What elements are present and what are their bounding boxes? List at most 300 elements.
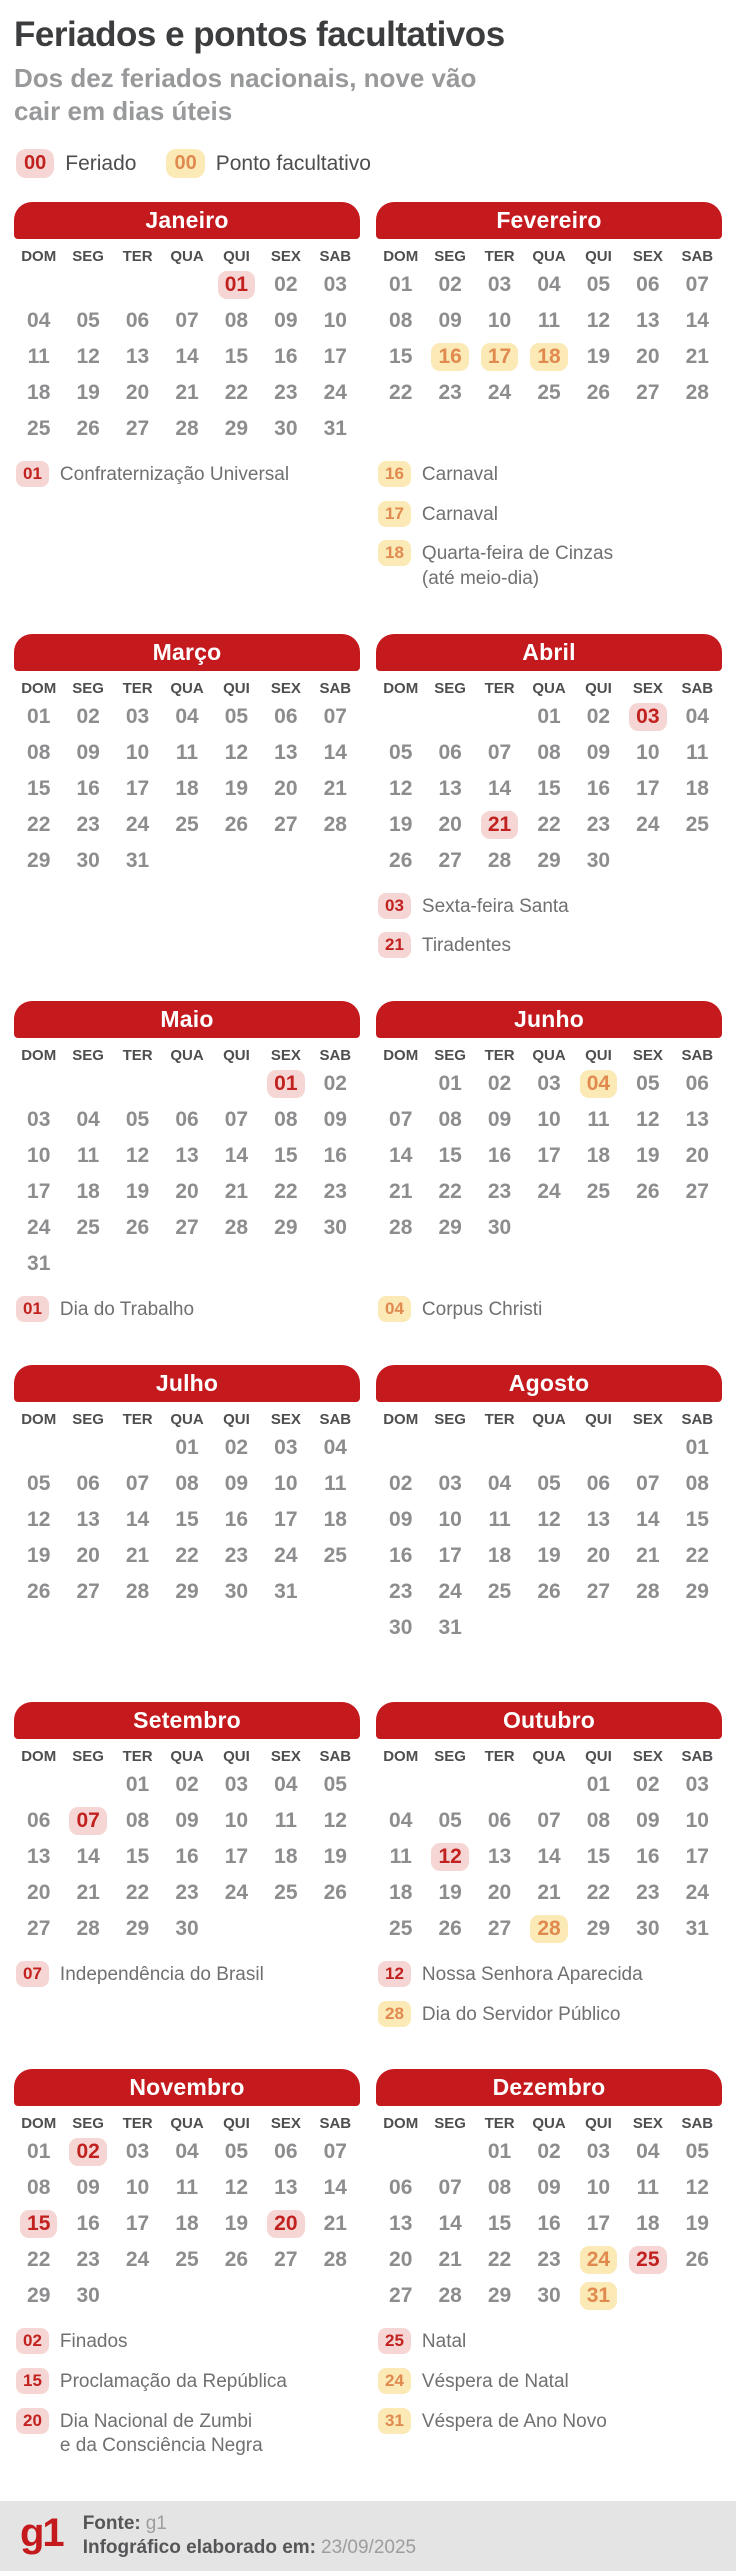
calendar-day: 25	[685, 812, 709, 836]
weekday-label: TER	[122, 1047, 153, 1065]
calendar-day: 02	[389, 1471, 413, 1495]
calendar-day: 12	[224, 2176, 249, 2200]
weekday-label: SAB	[681, 2115, 714, 2133]
holiday-day-badge: 01	[16, 1296, 49, 1322]
month-outubro	[376, 1702, 722, 2027]
calendar-day: 06	[274, 704, 298, 728]
calendar-day: 12	[76, 345, 100, 368]
calendar-day: 20	[586, 1543, 611, 1567]
calendar-day: 02	[537, 2140, 561, 2164]
calendar-day: 28	[323, 2248, 347, 2272]
calendar-day: 29	[685, 1579, 709, 1603]
calendar-day: 14	[76, 1844, 100, 1868]
calendar-row	[14, 1702, 722, 2027]
holiday-note-label: Proclamação da República	[59, 2370, 287, 2392]
days-grid	[14, 1430, 360, 1646]
calendar-day: 07	[323, 704, 347, 728]
month-title: Janeiro	[145, 207, 229, 233]
calendar-day: 13	[438, 776, 462, 800]
footer-credits	[83, 2512, 416, 2561]
calendar-day-optional: 18	[530, 343, 567, 371]
weekday-header-row	[376, 2115, 722, 2132]
holiday-note-label: Dia do Servidor Público	[421, 2003, 621, 2025]
calendar-day: 09	[438, 309, 462, 332]
calendar-day: 15	[389, 345, 413, 368]
month-header-bar	[376, 634, 722, 671]
calendar-day: 26	[323, 1880, 347, 1904]
calendar-day: 08	[125, 1808, 150, 1832]
calendar-day: 26	[76, 417, 100, 440]
optional-badge: 00	[166, 149, 204, 178]
weekday-label: TER	[122, 1410, 153, 1428]
holiday-note-label: Véspera de Natal	[421, 2370, 569, 2392]
calendar-day: 04	[685, 704, 709, 728]
calendar-day: 29	[438, 1216, 462, 1240]
weekday-label: SEG	[72, 248, 104, 265]
calendar-day: 04	[76, 1108, 100, 1132]
calendar-day: 04	[487, 1471, 512, 1495]
calendar-day: 17	[125, 2212, 150, 2236]
month-janeiro	[14, 202, 360, 592]
weekday-label: QUI	[585, 1047, 612, 1065]
calendar-day: 06	[636, 273, 660, 296]
weekday-label: QUI	[223, 1047, 250, 1065]
calendar-day: 24	[27, 1216, 51, 1240]
calendar-day: 10	[636, 740, 660, 764]
calendar-day: 15	[586, 1844, 611, 1868]
calendar-day: 25	[586, 1180, 611, 1204]
weekday-label: SEX	[270, 1410, 301, 1428]
calendar-day: 14	[224, 1144, 249, 1168]
calendar-day: 17	[586, 2212, 611, 2236]
calendar-day: 03	[224, 1772, 249, 1796]
holiday-note	[376, 461, 722, 488]
calendar-day: 06	[487, 1808, 512, 1832]
calendar-day: 05	[389, 740, 413, 764]
calendar-day: 12	[586, 309, 611, 332]
calendar-day: 07	[323, 2140, 347, 2164]
calendar-day: 16	[323, 1144, 347, 1168]
month-notes	[376, 1961, 722, 2027]
calendar-day: 18	[586, 1144, 611, 1168]
calendar-day: 21	[323, 776, 347, 800]
calendar-day: 12	[224, 740, 249, 764]
calendar-day: 09	[389, 1507, 413, 1531]
calendar-day: 05	[323, 1772, 347, 1796]
calendar-day: 27	[274, 812, 298, 836]
calendar-day: 14	[389, 1144, 413, 1168]
calendar-day: 01	[27, 2140, 51, 2164]
month-title: Julho	[155, 1369, 219, 1396]
calendar-day: 13	[76, 1507, 100, 1531]
calendar-day: 30	[323, 1216, 347, 1240]
weekday-label: QUI	[585, 679, 612, 697]
calendar-day: 28	[175, 417, 199, 440]
calendar-day: 25	[27, 417, 51, 440]
calendar-day: 06	[438, 740, 462, 764]
weekday-label: SEX	[632, 1747, 663, 1765]
calendar-day: 18	[487, 1543, 512, 1567]
month-header-bar	[376, 1001, 722, 1038]
weekday-label: TER	[122, 2115, 153, 2133]
calendar-day: 12	[685, 2176, 709, 2200]
calendar-day: 26	[586, 381, 611, 404]
optional-day-badge: 16	[378, 461, 411, 487]
calendar-day: 09	[636, 1808, 660, 1832]
calendar-day: 20	[76, 1543, 100, 1567]
calendar-day: 18	[389, 1880, 413, 1904]
calendar-day: 10	[125, 740, 150, 764]
calendar-day: 07	[487, 740, 512, 764]
calendar-day-holiday: 02	[69, 2138, 106, 2166]
calendar-day: 05	[76, 309, 100, 332]
calendar-day: 09	[76, 2176, 100, 2200]
calendar-day: 01	[487, 2140, 512, 2164]
weekday-label: QUA	[532, 2115, 566, 2133]
calendar-day: 14	[125, 1507, 150, 1531]
calendar-day: 18	[175, 776, 199, 800]
calendar-day: 27	[125, 417, 150, 440]
month-notes	[14, 1296, 360, 1323]
holiday-day-badge: 01	[16, 461, 49, 487]
calendar-day: 04	[537, 273, 561, 296]
calendar-day: 15	[537, 776, 561, 800]
holiday-note-label: Natal	[421, 2331, 467, 2353]
weekday-label: DOM	[383, 1747, 419, 1765]
month-header-bar	[376, 202, 722, 239]
calendar-day: 05	[224, 704, 249, 728]
calendar-day: 11	[175, 2176, 199, 2200]
calendar-day: 10	[274, 1471, 298, 1495]
calendar-day: 02	[636, 1772, 660, 1796]
weekday-label: TER	[484, 248, 515, 265]
days-grid	[14, 267, 360, 447]
calendar-day: 29	[537, 848, 561, 872]
calendar-day: 10	[125, 2176, 150, 2200]
calendar-day: 23	[76, 2248, 100, 2272]
calendar-day: 13	[274, 2176, 298, 2200]
calendar-day: 13	[175, 1144, 199, 1168]
calendar-day: 14	[438, 2212, 462, 2236]
days-grid	[14, 1767, 360, 1947]
month-title: Junho	[514, 1006, 584, 1033]
weekday-header-row	[14, 2115, 360, 2132]
calendar-day: 14	[487, 776, 512, 800]
month-notes	[14, 1961, 360, 1988]
calendar-day: 26	[685, 2248, 709, 2272]
calendar-day-optional: 24	[580, 2246, 617, 2274]
calendar-day: 22	[389, 381, 413, 404]
weekday-label: SAB	[681, 679, 714, 697]
month-header-bar	[376, 1365, 722, 1402]
weekday-label: TER	[122, 679, 153, 697]
calendar-day: 31	[27, 1252, 51, 1276]
holiday-note-label: Dia do Trabalho	[59, 1299, 195, 1321]
holiday-note	[376, 2001, 722, 2028]
calendar-day: 09	[537, 2176, 561, 2200]
calendar-day: 19	[224, 2212, 249, 2236]
calendar-day: 06	[389, 2176, 413, 2200]
calendar-day: 19	[389, 812, 413, 836]
holiday-day-badge: 12	[378, 1961, 411, 1987]
weekday-label: SAB	[681, 1047, 714, 1065]
calendar-day: 10	[487, 309, 512, 332]
calendar-day: 28	[76, 1916, 100, 1940]
weekday-label: SEX	[270, 2115, 301, 2133]
calendar-day: 22	[27, 812, 51, 836]
weekday-label: QUI	[223, 1747, 250, 1765]
calendar-day-holiday: 20	[267, 2210, 304, 2238]
calendar-day: 24	[636, 812, 660, 836]
month-title: Outubro	[502, 1706, 596, 1733]
weekday-label: SEG	[72, 1047, 104, 1065]
calendar-day: 09	[586, 740, 611, 764]
optional-label: Ponto facultativo	[215, 151, 371, 175]
calendar-day: 31	[323, 417, 347, 440]
holiday-note	[376, 1961, 722, 1988]
month-title: Setembro	[133, 1706, 241, 1733]
calendar-day: 05	[438, 1808, 462, 1832]
weekday-label: SEG	[72, 2115, 104, 2133]
calendar-day: 03	[438, 1471, 462, 1495]
calendar-day: 07	[175, 309, 199, 332]
calendar-day: 02	[487, 1072, 512, 1096]
calendar-day-holiday: 15	[20, 2210, 57, 2238]
weekday-label: SEX	[632, 248, 663, 265]
calendar-day: 01	[125, 1772, 150, 1796]
weekday-label: QUA	[170, 2115, 204, 2133]
calendar-day: 13	[389, 2212, 413, 2236]
calendar-day: 16	[76, 2212, 100, 2236]
calendar-day: 27	[438, 848, 462, 872]
month-setembro	[14, 1702, 360, 2027]
holiday-note	[14, 2328, 360, 2355]
calendar-day-holiday: 25	[629, 2246, 666, 2274]
calendar-day: 15	[125, 1844, 150, 1868]
weekday-label: SAB	[319, 248, 352, 265]
calendar-day: 25	[76, 1216, 100, 1240]
calendar-day: 01	[537, 704, 561, 728]
calendar-day: 27	[685, 1180, 709, 1204]
month-title: Fevereiro	[496, 207, 602, 233]
date-label: Infográfico elaborado em:	[82, 2537, 316, 2559]
calendar-day: 09	[76, 740, 100, 764]
calendar-day: 21	[438, 2248, 462, 2272]
calendar-day: 04	[389, 1808, 413, 1832]
calendar-day: 16	[274, 345, 298, 368]
date-value: 23/09/2025	[321, 2537, 417, 2559]
month-fevereiro	[376, 202, 722, 592]
calendar-day: 18	[685, 776, 709, 800]
calendar-day: 14	[323, 740, 347, 764]
calendar-day: 31	[685, 1916, 709, 1940]
days-grid	[376, 2134, 722, 2314]
calendar-day: 08	[274, 1108, 298, 1132]
calendar-day: 11	[686, 740, 709, 764]
calendar-day: 26	[389, 848, 413, 872]
calendar-day: 03	[125, 704, 150, 728]
calendar-day: 23	[537, 2248, 561, 2272]
calendar-day: 27	[487, 1916, 512, 1940]
calendar-day: 11	[175, 740, 199, 764]
calendar-day: 05	[224, 2140, 249, 2164]
weekday-header-row	[14, 1748, 360, 1765]
calendar-day: 16	[586, 776, 611, 800]
calendar-day: 28	[389, 1216, 413, 1240]
calendar-day: 19	[685, 2212, 709, 2236]
holiday-note	[376, 540, 722, 591]
calendar-day: 02	[586, 704, 611, 728]
holiday-note-label: Quarta-feira de Cinzas (até meio-dia)	[421, 543, 614, 590]
calendar-day: 07	[685, 273, 709, 296]
optional-day-badge: 24	[378, 2368, 411, 2394]
month-notes	[376, 2328, 722, 2434]
calendar-day: 13	[586, 1507, 611, 1531]
calendar-day: 23	[323, 1180, 347, 1204]
calendar-day: 29	[27, 2284, 51, 2308]
calendar-day: 05	[636, 1072, 660, 1096]
holiday-badge: 00	[16, 149, 54, 178]
calendar-day: 02	[175, 1772, 199, 1796]
calendar-row	[14, 202, 722, 592]
calendar-day: 19	[636, 1144, 660, 1168]
calendar-day: 09	[274, 309, 298, 332]
calendar-day: 17	[125, 776, 150, 800]
holiday-note	[376, 893, 722, 920]
holiday-note-label: Corpus Christi	[421, 1299, 543, 1321]
calendar-day: 03	[125, 2140, 150, 2164]
calendar-day: 29	[586, 1916, 611, 1940]
weekday-label: SEX	[270, 1747, 301, 1765]
calendar-day: 04	[274, 1772, 298, 1796]
calendar-day: 21	[389, 1180, 413, 1204]
calendar-day: 28	[224, 1216, 249, 1240]
holiday-note	[376, 2328, 722, 2355]
month-title: Agosto	[508, 1369, 590, 1396]
calendar-day: 22	[125, 1880, 150, 1904]
weekday-label: SEX	[270, 248, 301, 265]
calendar-day: 06	[175, 1108, 199, 1132]
calendar-day: 19	[224, 776, 249, 800]
days-grid	[14, 1066, 360, 1282]
holiday-note	[14, 2368, 360, 2395]
calendar-day: 28	[685, 381, 709, 404]
calendar-day: 29	[274, 1216, 298, 1240]
month-title: Abril	[522, 638, 576, 665]
calendar-day: 08	[537, 740, 561, 764]
month-header-bar	[376, 1702, 722, 1739]
calendar-day: 10	[537, 1108, 561, 1132]
weekday-label: DOM	[21, 679, 57, 697]
calendar-day: 16	[224, 1507, 249, 1531]
legend-item-optional	[166, 149, 371, 178]
weekday-label: QUA	[532, 679, 566, 697]
calendar-rows	[14, 202, 722, 2459]
holiday-note-label: Independência do Brasil	[59, 1963, 264, 1985]
calendar-day: 10	[438, 1507, 462, 1531]
holiday-label: Feriado	[65, 151, 137, 175]
weekday-header-row	[14, 1047, 360, 1064]
weekday-label: QUA	[170, 248, 204, 265]
calendar-day: 31	[125, 848, 150, 872]
weekday-label: SEG	[434, 1047, 466, 1065]
calendar-day: 01	[175, 1435, 199, 1459]
calendar-day: 07	[389, 1108, 413, 1132]
calendar-day: 04	[175, 2140, 199, 2164]
weekday-label: SEG	[434, 248, 466, 265]
calendar-day: 20	[636, 345, 660, 368]
calendar-day: 02	[438, 273, 462, 296]
calendar-day: 07	[125, 1471, 150, 1495]
calendar-day: 21	[636, 1543, 660, 1567]
weekday-header-row	[376, 1047, 722, 1064]
calendar-day: 03	[274, 1435, 298, 1459]
weekday-label: SEG	[72, 1410, 104, 1428]
days-grid	[376, 1066, 722, 1282]
calendar-day: 01	[586, 1772, 611, 1796]
weekday-label: SAB	[319, 1410, 352, 1428]
calendar-day: 15	[487, 2212, 512, 2236]
calendar-day: 09	[175, 1808, 199, 1832]
calendar-day: 12	[537, 1507, 561, 1531]
calendar-day: 09	[323, 1108, 347, 1132]
calendar-day: 17	[323, 345, 347, 368]
calendar-day: 12	[125, 1144, 150, 1168]
weekday-label: QUI	[223, 1410, 250, 1428]
month-header-bar	[14, 1702, 360, 1739]
calendar-day: 26	[224, 2248, 249, 2272]
weekday-label: TER	[122, 1747, 153, 1765]
calendar-day: 29	[224, 417, 249, 440]
calendar-day: 23	[274, 381, 298, 404]
calendar-day: 11	[636, 2176, 659, 2200]
weekday-label: SAB	[319, 1047, 352, 1065]
calendar-day: 11	[587, 1108, 610, 1132]
holiday-note	[376, 2408, 722, 2435]
calendar-day-optional: 28	[530, 1915, 567, 1943]
calendar-day: 31	[438, 1615, 462, 1639]
days-grid	[376, 1430, 722, 1646]
weekday-label: SEX	[632, 1047, 663, 1065]
calendar-day: 20	[438, 812, 462, 836]
days-grid	[14, 2134, 360, 2314]
calendar-day: 23	[389, 1579, 413, 1603]
holiday-note	[376, 1296, 722, 1323]
calendar-day: 20	[487, 1880, 512, 1904]
calendar-day: 25	[175, 812, 199, 836]
date-line	[83, 2536, 416, 2560]
month-dezembro	[376, 2069, 722, 2459]
month-notes	[376, 1296, 722, 1323]
calendar-day: 24	[125, 2248, 150, 2272]
calendar-day: 30	[537, 2284, 561, 2308]
calendar-day: 20	[685, 1144, 709, 1168]
calendar-day: 26	[636, 1180, 660, 1204]
calendar-day: 22	[586, 1880, 611, 1904]
calendar-day: 01	[685, 1435, 709, 1459]
calendar-day: 22	[685, 1543, 709, 1567]
calendar-day-optional: 17	[481, 343, 518, 371]
calendar-day: 16	[537, 2212, 561, 2236]
weekday-label: DOM	[383, 679, 419, 697]
calendar-day: 25	[537, 381, 561, 404]
calendar-day: 25	[487, 1579, 512, 1603]
calendar-day: 18	[175, 2212, 199, 2236]
calendar-day: 11	[274, 1808, 297, 1832]
weekday-label: QUI	[585, 248, 612, 265]
calendar-day: 27	[586, 1579, 611, 1603]
weekday-label: SAB	[681, 1747, 714, 1765]
